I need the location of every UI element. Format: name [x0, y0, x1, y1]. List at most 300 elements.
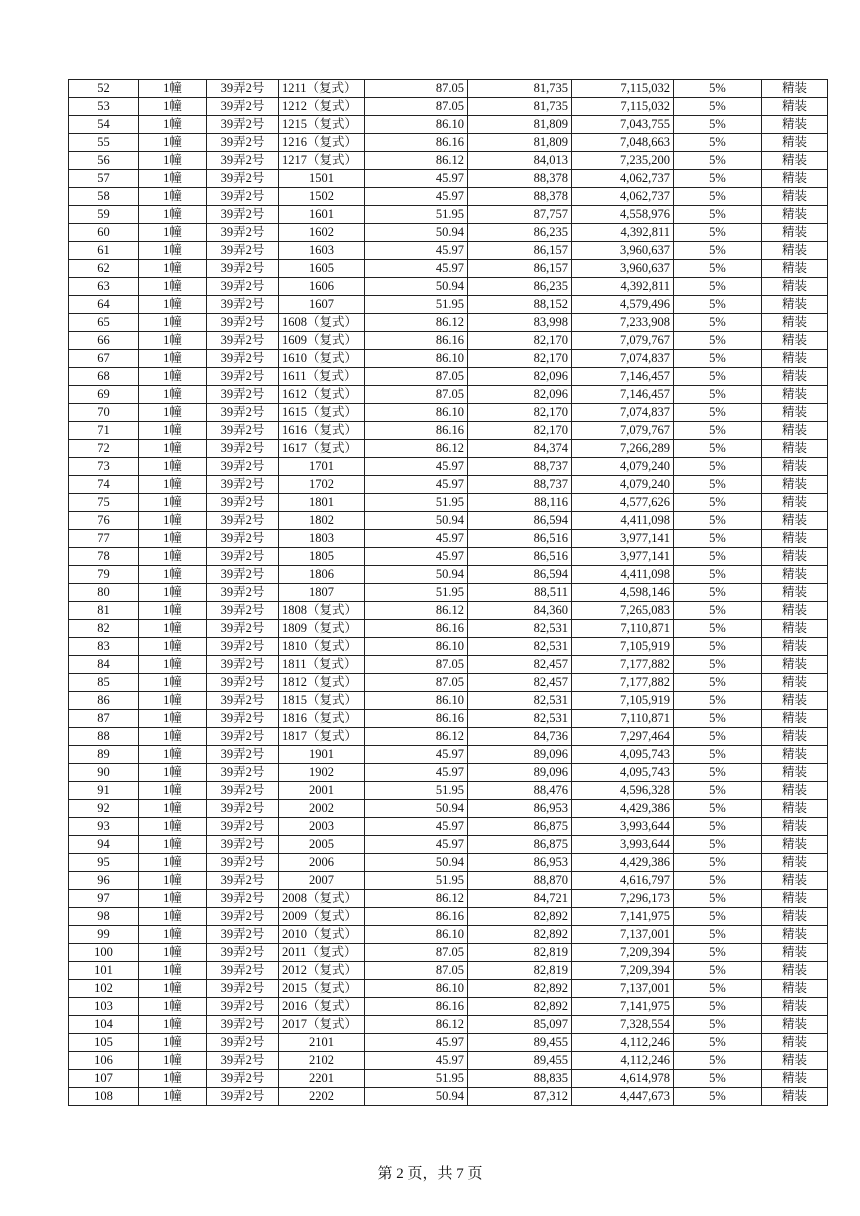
discount-rate-cell: 5% [674, 674, 762, 692]
building-cell: 1幢 [139, 548, 207, 566]
area-cell: 50.94 [365, 278, 468, 296]
row-number-cell: 78 [69, 548, 139, 566]
table-row [69, 800, 828, 818]
decoration-cell: 精装 [762, 494, 828, 512]
address-cell: 39弄2号 [207, 1016, 279, 1034]
row-number-cell: 88 [69, 728, 139, 746]
unit-number-cell: 1601 [279, 206, 365, 224]
row-number-cell: 61 [69, 242, 139, 260]
unit-price-cell: 82,170 [468, 422, 572, 440]
building-cell: 1幢 [139, 674, 207, 692]
discount-rate-cell: 5% [674, 1070, 762, 1088]
area-cell: 86.10 [365, 116, 468, 134]
unit-number-cell: 1816（复式） [279, 710, 365, 728]
discount-rate-cell: 5% [674, 890, 762, 908]
discount-rate-cell: 5% [674, 1052, 762, 1070]
table-row [69, 908, 828, 926]
table-row [69, 836, 828, 854]
area-cell: 86.16 [365, 710, 468, 728]
discount-rate-cell: 5% [674, 350, 762, 368]
area-cell: 45.97 [365, 818, 468, 836]
table-row [69, 152, 828, 170]
area-cell: 86.16 [365, 908, 468, 926]
area-cell: 86.10 [365, 350, 468, 368]
table-row [69, 710, 828, 728]
discount-rate-cell: 5% [674, 458, 762, 476]
decoration-cell: 精装 [762, 782, 828, 800]
address-cell: 39弄2号 [207, 494, 279, 512]
row-number-cell: 96 [69, 872, 139, 890]
table-row [69, 404, 828, 422]
area-cell: 50.94 [365, 566, 468, 584]
building-cell: 1幢 [139, 908, 207, 926]
row-number-cell: 55 [69, 134, 139, 152]
decoration-cell: 精装 [762, 818, 828, 836]
unit-price-cell: 88,870 [468, 872, 572, 890]
decoration-cell: 精装 [762, 476, 828, 494]
row-number-cell: 79 [69, 566, 139, 584]
total-price-cell: 4,429,386 [572, 800, 674, 818]
area-cell: 45.97 [365, 458, 468, 476]
discount-rate-cell: 5% [674, 368, 762, 386]
row-number-cell: 67 [69, 350, 139, 368]
building-cell: 1幢 [139, 206, 207, 224]
address-cell: 39弄2号 [207, 1052, 279, 1070]
building-cell: 1幢 [139, 260, 207, 278]
address-cell: 39弄2号 [207, 206, 279, 224]
building-cell: 1幢 [139, 170, 207, 188]
unit-price-cell: 82,170 [468, 404, 572, 422]
decoration-cell: 精装 [762, 836, 828, 854]
unit-price-cell: 81,735 [468, 80, 572, 98]
decoration-cell: 精装 [762, 206, 828, 224]
decoration-cell: 精装 [762, 566, 828, 584]
row-number-cell: 85 [69, 674, 139, 692]
total-price-cell: 7,074,837 [572, 350, 674, 368]
address-cell: 39弄2号 [207, 728, 279, 746]
unit-number-cell: 1810（复式） [279, 638, 365, 656]
table-row [69, 638, 828, 656]
table-row [69, 584, 828, 602]
row-number-cell: 104 [69, 1016, 139, 1034]
discount-rate-cell: 5% [674, 386, 762, 404]
table-row [69, 134, 828, 152]
address-cell: 39弄2号 [207, 458, 279, 476]
decoration-cell: 精装 [762, 278, 828, 296]
total-price-cell: 4,614,978 [572, 1070, 674, 1088]
decoration-cell: 精装 [762, 872, 828, 890]
area-cell: 45.97 [365, 836, 468, 854]
total-price-cell: 4,062,737 [572, 188, 674, 206]
area-cell: 51.95 [365, 872, 468, 890]
decoration-cell: 精装 [762, 1034, 828, 1052]
table-row [69, 998, 828, 1016]
discount-rate-cell: 5% [674, 782, 762, 800]
decoration-cell: 精装 [762, 134, 828, 152]
table-row [69, 386, 828, 404]
building-cell: 1幢 [139, 656, 207, 674]
discount-rate-cell: 5% [674, 962, 762, 980]
decoration-cell: 精装 [762, 152, 828, 170]
unit-price-cell: 84,374 [468, 440, 572, 458]
table-row [69, 926, 828, 944]
discount-rate-cell: 5% [674, 566, 762, 584]
row-number-cell: 108 [69, 1088, 139, 1106]
unit-number-cell: 2009（复式） [279, 908, 365, 926]
unit-price-cell: 82,531 [468, 710, 572, 728]
decoration-cell: 精装 [762, 116, 828, 134]
unit-number-cell: 2101 [279, 1034, 365, 1052]
area-cell: 51.95 [365, 1070, 468, 1088]
area-cell: 86.16 [365, 332, 468, 350]
table-row [69, 530, 828, 548]
address-cell: 39弄2号 [207, 854, 279, 872]
table-row [69, 818, 828, 836]
unit-number-cell: 2017（复式） [279, 1016, 365, 1034]
discount-rate-cell: 5% [674, 944, 762, 962]
address-cell: 39弄2号 [207, 1088, 279, 1106]
discount-rate-cell: 5% [674, 692, 762, 710]
table-row [69, 314, 828, 332]
unit-number-cell: 1817（复式） [279, 728, 365, 746]
building-cell: 1幢 [139, 602, 207, 620]
address-cell: 39弄2号 [207, 116, 279, 134]
area-cell: 86.12 [365, 314, 468, 332]
building-cell: 1幢 [139, 638, 207, 656]
area-cell: 87.05 [365, 674, 468, 692]
unit-price-cell: 87,312 [468, 1088, 572, 1106]
unit-number-cell: 1608（复式） [279, 314, 365, 332]
total-price-cell: 7,115,032 [572, 98, 674, 116]
address-cell: 39弄2号 [207, 224, 279, 242]
unit-number-cell: 2008（复式） [279, 890, 365, 908]
decoration-cell: 精装 [762, 368, 828, 386]
area-cell: 86.12 [365, 440, 468, 458]
building-cell: 1幢 [139, 404, 207, 422]
building-cell: 1幢 [139, 1070, 207, 1088]
discount-rate-cell: 5% [674, 764, 762, 782]
unit-price-cell: 86,875 [468, 818, 572, 836]
discount-rate-cell: 5% [674, 188, 762, 206]
discount-rate-cell: 5% [674, 98, 762, 116]
building-cell: 1幢 [139, 440, 207, 458]
address-cell: 39弄2号 [207, 440, 279, 458]
area-cell: 51.95 [365, 296, 468, 314]
building-cell: 1幢 [139, 764, 207, 782]
row-number-cell: 95 [69, 854, 139, 872]
unit-price-cell: 85,097 [468, 1016, 572, 1034]
address-cell: 39弄2号 [207, 566, 279, 584]
decoration-cell: 精装 [762, 404, 828, 422]
area-cell: 87.05 [365, 386, 468, 404]
row-number-cell: 105 [69, 1034, 139, 1052]
address-cell: 39弄2号 [207, 782, 279, 800]
unit-number-cell: 1617（复式） [279, 440, 365, 458]
row-number-cell: 65 [69, 314, 139, 332]
building-cell: 1幢 [139, 278, 207, 296]
unit-number-cell: 1812（复式） [279, 674, 365, 692]
address-cell: 39弄2号 [207, 674, 279, 692]
area-cell: 86.12 [365, 1016, 468, 1034]
row-number-cell: 58 [69, 188, 139, 206]
building-cell: 1幢 [139, 242, 207, 260]
total-price-cell: 3,993,644 [572, 818, 674, 836]
address-cell: 39弄2号 [207, 98, 279, 116]
building-cell: 1幢 [139, 818, 207, 836]
total-price-cell: 4,392,811 [572, 224, 674, 242]
unit-price-cell: 86,235 [468, 224, 572, 242]
total-price-cell: 4,112,246 [572, 1034, 674, 1052]
building-cell: 1幢 [139, 152, 207, 170]
decoration-cell: 精装 [762, 638, 828, 656]
row-number-cell: 52 [69, 80, 139, 98]
row-number-cell: 53 [69, 98, 139, 116]
total-price-cell: 4,598,146 [572, 584, 674, 602]
address-cell: 39弄2号 [207, 134, 279, 152]
discount-rate-cell: 5% [674, 1016, 762, 1034]
total-price-cell: 7,266,289 [572, 440, 674, 458]
table-row [69, 566, 828, 584]
unit-number-cell: 2006 [279, 854, 365, 872]
table-row [69, 368, 828, 386]
decoration-cell: 精装 [762, 170, 828, 188]
table-row [69, 548, 828, 566]
table-row [69, 872, 828, 890]
area-cell: 86.12 [365, 890, 468, 908]
row-number-cell: 74 [69, 476, 139, 494]
decoration-cell: 精装 [762, 458, 828, 476]
total-price-cell: 4,095,743 [572, 746, 674, 764]
building-cell: 1幢 [139, 80, 207, 98]
table-row [69, 728, 828, 746]
unit-price-cell: 83,998 [468, 314, 572, 332]
total-price-cell: 7,296,173 [572, 890, 674, 908]
discount-rate-cell: 5% [674, 800, 762, 818]
unit-price-cell: 81,809 [468, 116, 572, 134]
row-number-cell: 77 [69, 530, 139, 548]
decoration-cell: 精装 [762, 314, 828, 332]
decoration-cell: 精装 [762, 800, 828, 818]
unit-price-cell: 82,819 [468, 944, 572, 962]
row-number-cell: 101 [69, 962, 139, 980]
row-number-cell: 68 [69, 368, 139, 386]
address-cell: 39弄2号 [207, 602, 279, 620]
unit-price-cell: 84,721 [468, 890, 572, 908]
total-price-cell: 3,993,644 [572, 836, 674, 854]
unit-number-cell: 1610（复式） [279, 350, 365, 368]
decoration-cell: 精装 [762, 260, 828, 278]
row-number-cell: 90 [69, 764, 139, 782]
table-row [69, 962, 828, 980]
row-number-cell: 92 [69, 800, 139, 818]
address-cell: 39弄2号 [207, 278, 279, 296]
discount-rate-cell: 5% [674, 746, 762, 764]
row-number-cell: 80 [69, 584, 139, 602]
address-cell: 39弄2号 [207, 980, 279, 998]
address-cell: 39弄2号 [207, 386, 279, 404]
row-number-cell: 62 [69, 260, 139, 278]
unit-number-cell: 2011（复式） [279, 944, 365, 962]
unit-price-cell: 88,152 [468, 296, 572, 314]
total-price-cell: 7,079,767 [572, 332, 674, 350]
total-price-cell: 7,233,908 [572, 314, 674, 332]
discount-rate-cell: 5% [674, 854, 762, 872]
table-row [69, 782, 828, 800]
total-price-cell: 4,429,386 [572, 854, 674, 872]
row-number-cell: 54 [69, 116, 139, 134]
unit-price-cell: 86,594 [468, 566, 572, 584]
address-cell: 39弄2号 [207, 872, 279, 890]
area-cell: 86.16 [365, 998, 468, 1016]
building-cell: 1幢 [139, 800, 207, 818]
row-number-cell: 59 [69, 206, 139, 224]
discount-rate-cell: 5% [674, 152, 762, 170]
row-number-cell: 69 [69, 386, 139, 404]
table-row [69, 1070, 828, 1088]
table-row [69, 278, 828, 296]
row-number-cell: 106 [69, 1052, 139, 1070]
building-cell: 1幢 [139, 116, 207, 134]
discount-rate-cell: 5% [674, 80, 762, 98]
decoration-cell: 精装 [762, 602, 828, 620]
decoration-cell: 精装 [762, 890, 828, 908]
building-cell: 1幢 [139, 386, 207, 404]
total-price-cell: 7,141,975 [572, 998, 674, 1016]
building-cell: 1幢 [139, 980, 207, 998]
unit-price-cell: 82,170 [468, 332, 572, 350]
row-number-cell: 86 [69, 692, 139, 710]
table-row [69, 332, 828, 350]
unit-number-cell: 2005 [279, 836, 365, 854]
decoration-cell: 精装 [762, 728, 828, 746]
total-price-cell: 4,616,797 [572, 872, 674, 890]
total-price-cell: 4,596,328 [572, 782, 674, 800]
table-row [69, 674, 828, 692]
area-cell: 87.05 [365, 656, 468, 674]
area-cell: 45.97 [365, 476, 468, 494]
building-cell: 1幢 [139, 1088, 207, 1106]
address-cell: 39弄2号 [207, 170, 279, 188]
area-cell: 86.12 [365, 152, 468, 170]
address-cell: 39弄2号 [207, 836, 279, 854]
row-number-cell: 89 [69, 746, 139, 764]
area-cell: 45.97 [365, 746, 468, 764]
discount-rate-cell: 5% [674, 332, 762, 350]
address-cell: 39弄2号 [207, 692, 279, 710]
decoration-cell: 精装 [762, 1070, 828, 1088]
discount-rate-cell: 5% [674, 602, 762, 620]
building-cell: 1幢 [139, 872, 207, 890]
unit-price-cell: 81,735 [468, 98, 572, 116]
unit-number-cell: 1802 [279, 512, 365, 530]
row-number-cell: 97 [69, 890, 139, 908]
unit-price-cell: 86,516 [468, 548, 572, 566]
unit-price-cell: 82,096 [468, 368, 572, 386]
unit-price-cell: 84,013 [468, 152, 572, 170]
unit-number-cell: 2003 [279, 818, 365, 836]
total-price-cell: 7,115,032 [572, 80, 674, 98]
total-price-cell: 7,177,882 [572, 674, 674, 692]
table-row [69, 260, 828, 278]
discount-rate-cell: 5% [674, 170, 762, 188]
table-row [69, 512, 828, 530]
area-cell: 45.97 [365, 170, 468, 188]
building-cell: 1幢 [139, 1016, 207, 1034]
unit-price-cell: 82,892 [468, 980, 572, 998]
decoration-cell: 精装 [762, 710, 828, 728]
discount-rate-cell: 5% [674, 242, 762, 260]
building-cell: 1幢 [139, 494, 207, 512]
building-cell: 1幢 [139, 296, 207, 314]
building-cell: 1幢 [139, 98, 207, 116]
unit-price-cell: 89,096 [468, 746, 572, 764]
building-cell: 1幢 [139, 332, 207, 350]
discount-rate-cell: 5% [674, 224, 762, 242]
decoration-cell: 精装 [762, 1088, 828, 1106]
building-cell: 1幢 [139, 350, 207, 368]
total-price-cell: 7,110,871 [572, 710, 674, 728]
table-row [69, 98, 828, 116]
table-row [69, 80, 828, 98]
area-cell: 50.94 [365, 512, 468, 530]
discount-rate-cell: 5% [674, 206, 762, 224]
discount-rate-cell: 5% [674, 404, 762, 422]
area-cell: 87.05 [365, 98, 468, 116]
decoration-cell: 精装 [762, 332, 828, 350]
area-cell: 51.95 [365, 206, 468, 224]
discount-rate-cell: 5% [674, 620, 762, 638]
total-price-cell: 7,110,871 [572, 620, 674, 638]
unit-price-cell: 82,531 [468, 638, 572, 656]
decoration-cell: 精装 [762, 944, 828, 962]
decoration-cell: 精装 [762, 998, 828, 1016]
total-price-cell: 7,105,919 [572, 692, 674, 710]
discount-rate-cell: 5% [674, 314, 762, 332]
discount-rate-cell: 5% [674, 980, 762, 998]
decoration-cell: 精装 [762, 764, 828, 782]
table-row [69, 854, 828, 872]
decoration-cell: 精装 [762, 530, 828, 548]
discount-rate-cell: 5% [674, 422, 762, 440]
unit-price-cell: 82,457 [468, 674, 572, 692]
area-cell: 87.05 [365, 944, 468, 962]
address-cell: 39弄2号 [207, 800, 279, 818]
area-cell: 51.95 [365, 584, 468, 602]
area-cell: 87.05 [365, 80, 468, 98]
table-row [69, 1034, 828, 1052]
building-cell: 1幢 [139, 1052, 207, 1070]
unit-price-cell: 89,096 [468, 764, 572, 782]
table-row [69, 188, 828, 206]
unit-number-cell: 1212（复式） [279, 98, 365, 116]
area-cell: 51.95 [365, 494, 468, 512]
area-cell: 86.16 [365, 134, 468, 152]
discount-rate-cell: 5% [674, 296, 762, 314]
address-cell: 39弄2号 [207, 638, 279, 656]
unit-number-cell: 1607 [279, 296, 365, 314]
decoration-cell: 精装 [762, 1016, 828, 1034]
discount-rate-cell: 5% [674, 476, 762, 494]
building-cell: 1幢 [139, 1034, 207, 1052]
area-cell: 45.97 [365, 548, 468, 566]
unit-price-cell: 88,737 [468, 476, 572, 494]
building-cell: 1幢 [139, 566, 207, 584]
row-number-cell: 76 [69, 512, 139, 530]
area-cell: 87.05 [365, 368, 468, 386]
decoration-cell: 精装 [762, 620, 828, 638]
decoration-cell: 精装 [762, 512, 828, 530]
total-price-cell: 7,146,457 [572, 368, 674, 386]
